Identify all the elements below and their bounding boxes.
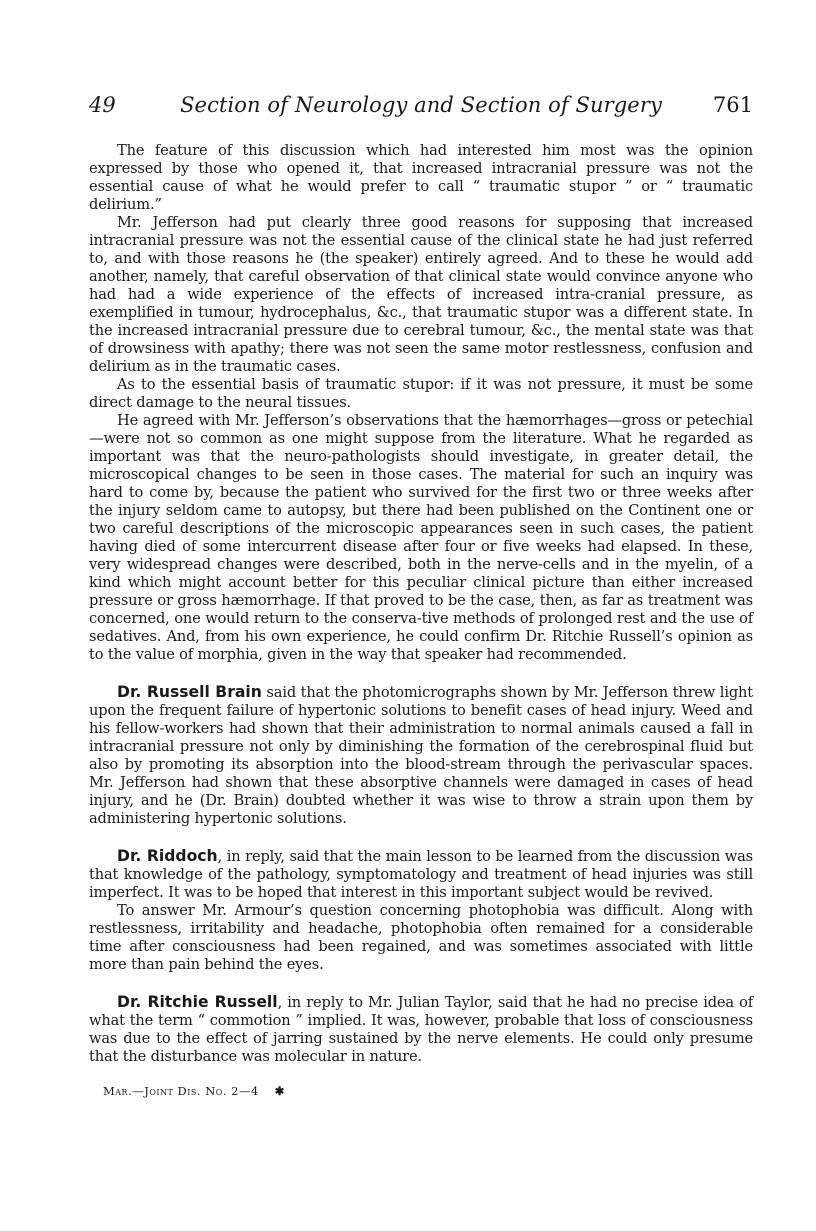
section-gap (89, 974, 753, 993)
running-head-title: Section of Neurology and Section of Surgery (180, 93, 662, 117)
signature-mark (103, 1084, 753, 1098)
paragraph-russell-brain: Dr. Russell Brain said that the photomicrographs shown by Mr. Jefferson threw light upon the frequent failure of hypertonic solutions to benefit cases of head injury. Weed and his fellow-workers had shown that their administration to normal animals caused a fall in intracranial pressure not only by diminishing the formation of the cerebrospinal fluid but also by promoting its absorption into the blood-stream through the perivascular spaces. Mr. Jefferson had shown that these absorptive channels were damaged in cases of head injury, and he (Dr. Brain) doubted whether it was wise to throw a strain upon them by administering hypertonic solutions. (89, 683, 753, 827)
page-number: 761 (712, 93, 753, 117)
paragraph: He agreed with Mr. Jefferson’s observations that the hæmorrhages—gross or petechial—were not so common as one might suppose from the literature. What he regarded as important was that the neuro-pathologists should investigate, in greater detail, the microscopical changes to be seen in those cases. The material for such an inquiry was hard to come by, because the patient who survived for the first two or three weeks after the injury seldom came to autopsy, but there had been published on the Continent one or two careful descriptions of the microscopic appearances seen in such cases, the patient having died of some intercurrent disease after four or five weeks had elapsed. In these, very widespread changes were described, both in the nerve-cells and in the myelin, of a kind which might account better for this peculiar clinical picture than either increased pressure or gross hæmorrhage. If that proved to be the case, then, as far as treatment was concerned, one would return to the conserva-tive methods of prolonged rest and the use of sedatives. And, from his own experience, he could confirm Dr. Ritchie Russell’s opinion as to the value of morphia, given in the way that speaker had recommended. (89, 412, 753, 663)
speaker-name: Dr. Ritchie Russell (117, 993, 278, 1011)
journal-page (89, 92, 753, 1098)
paragraph-riddoch: Dr. Riddoch, in reply, said that the main lesson to be learned from the discussion was that knowledge of the pathology, symptomatology and treatment of head injuries was still imperfect. It was to be hoped that interest in this important subject would be revived. (89, 847, 753, 901)
section-gap (89, 664, 753, 683)
paragraph: Mr. Jefferson had put clearly three good reasons for supposing that increased intracranial pressure was not the essential cause of the clinical state he had just referred to, and with those reasons he (the speaker) entirely agreed. And to these he would add another, namely, that careful observation of that clinical state would convince anyone who had had a wide experience of the effects of increased intra-cranial pressure, as exemplified in tumour, hydrocephalus, &c., that traumatic stupor was a different state. In the increased intracranial pressure due to cerebral tumour, &c., the mental state was that of drowsiness with apathy; there was not seen the same motor restlessness, confusion and delirium as in the traumatic cases. (89, 214, 753, 375)
left-folio: 49 (89, 93, 116, 117)
body-text (89, 142, 753, 1066)
section-gap (89, 828, 753, 847)
speaker-name: Dr. Russell Brain (117, 683, 262, 701)
paragraph: The feature of this discussion which had interested him most was the opinion expressed by those who opened it, that increased intracranial pressure was not the essential cause of what he would prefer to call “ traumatic stupor ” or “ traumatic delirium.” (89, 142, 753, 213)
paragraph-ritchie-russell: Dr. Ritchie Russell, in reply to Mr. Julian Taylor, said that he had no precise idea of what the term “ commotion ” implied. It was, however, probable that loss of consciousness was due to the effect of jarring sustained by the nerve elements. He could only presume that the disturbance was molecular in nature. (89, 993, 754, 1065)
signature-text: Mar.—Joint Dis. No. 2—4 (103, 1084, 259, 1098)
running-head (89, 92, 753, 118)
paragraph: To answer Mr. Armour’s question concerning photophobia was difficult. Along with restlessness, irritability and headache, photophobia often remained for a considerable time after consciousness had been regained, and was sometimes associated with little more than pain behind the eyes. (89, 902, 753, 973)
speaker-name: Dr. Riddoch (117, 847, 218, 865)
asterisk-icon: ✱ (274, 1084, 285, 1098)
paragraph: As to the essential basis of traumatic stupor: if it was not pressure, it must be some direct damage to the neural tissues. (89, 376, 753, 411)
